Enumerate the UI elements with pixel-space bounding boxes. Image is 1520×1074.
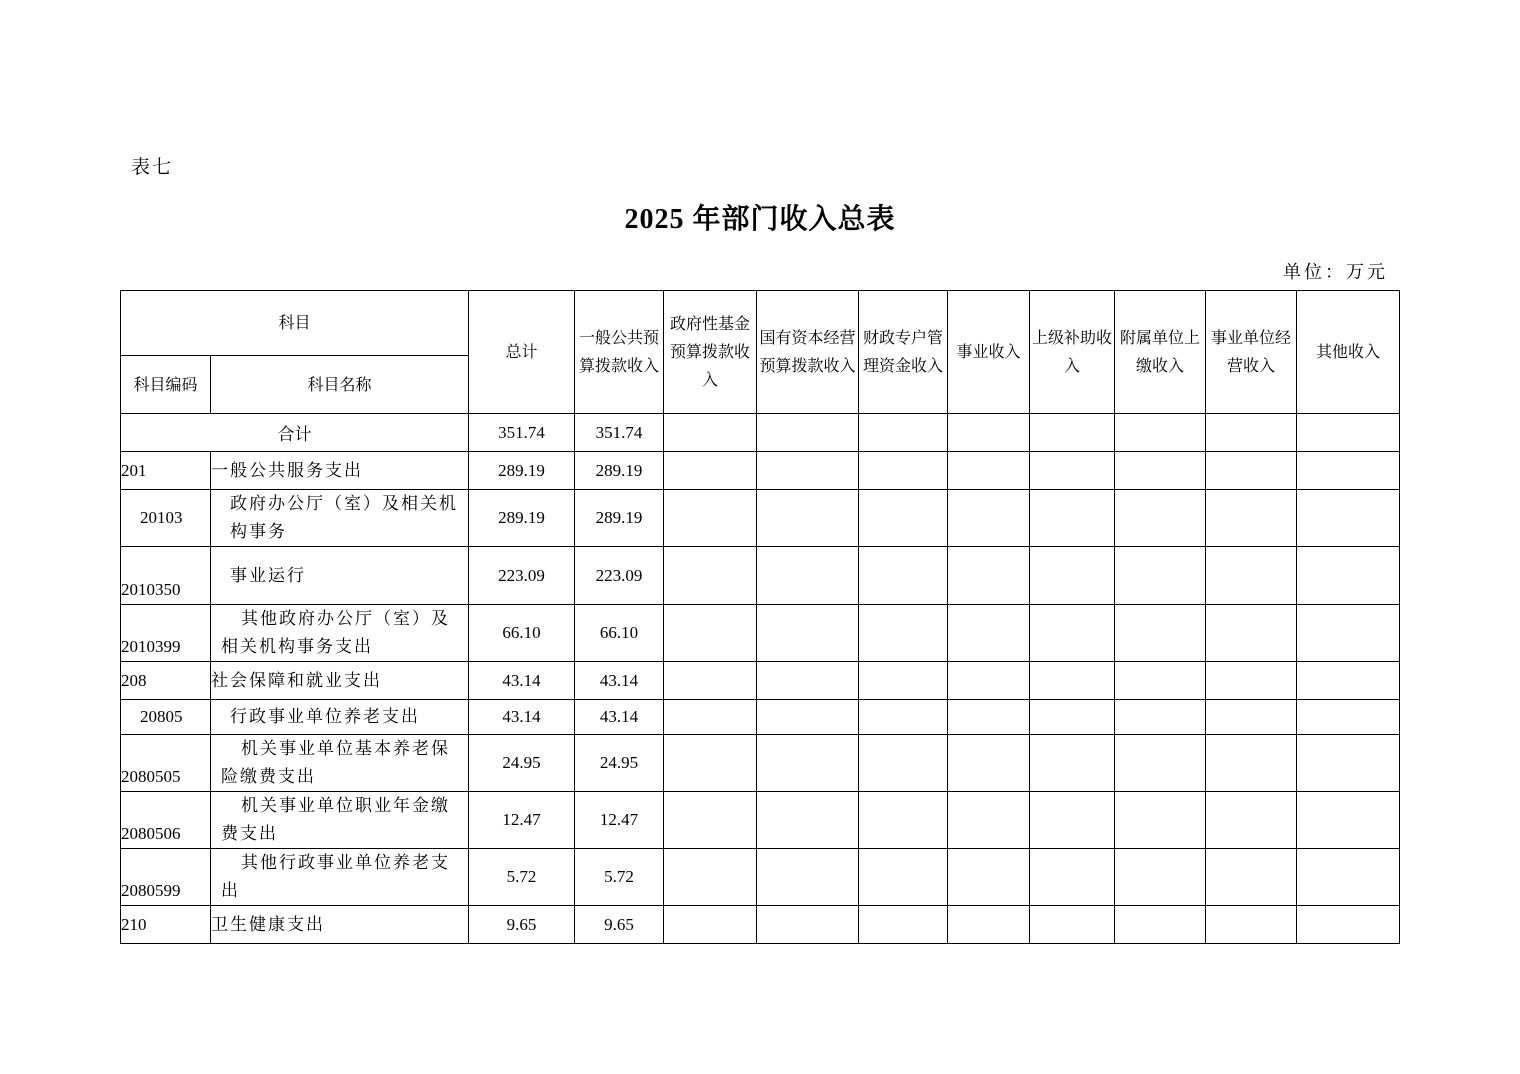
table-row [121, 906, 1400, 944]
header-general-budget: 一般公共预算拨款收入 [575, 291, 664, 414]
row-total: 24.95 [469, 735, 575, 792]
header-name: 科目名称 [211, 356, 469, 414]
row-general-budget: 43.14 [575, 700, 664, 735]
row-name: 其他政府办公厅（室）及相关机构事务支出 [211, 605, 469, 662]
table-label: 表七 [131, 157, 174, 178]
header-code: 科目编码 [121, 356, 211, 414]
total-row [121, 414, 1400, 452]
table-row [121, 662, 1400, 700]
total-label: 合计 [121, 414, 469, 452]
table-row [121, 792, 1400, 849]
table-row [121, 735, 1400, 792]
total-sum: 351.74 [469, 414, 575, 452]
row-code: 20805 [121, 700, 211, 735]
header-total: 总计 [469, 291, 575, 414]
row-code: 2080505 [121, 735, 211, 792]
header-gov-fund: 政府性基金预算拨款收入 [664, 291, 757, 414]
row-code: 20103 [121, 490, 211, 547]
row-general-budget: 223.09 [575, 547, 664, 605]
row-code: 208 [121, 662, 211, 700]
row-name: 一般公共服务支出 [211, 452, 469, 490]
row-total: 9.65 [469, 906, 575, 944]
row-general-budget: 5.72 [575, 849, 664, 906]
table-row [121, 452, 1400, 490]
row-name: 机关事业单位基本养老保险缴费支出 [211, 735, 469, 792]
income-summary-table [120, 290, 1400, 944]
table-row [121, 849, 1400, 906]
row-name: 社会保障和就业支出 [211, 662, 469, 700]
table-row [121, 700, 1400, 735]
row-total: 43.14 [469, 700, 575, 735]
header-special-account: 财政专户管理资金收入 [859, 291, 948, 414]
row-general-budget: 289.19 [575, 452, 664, 490]
row-general-budget: 43.14 [575, 662, 664, 700]
header-operating-income: 事业单位经营收入 [1206, 291, 1297, 414]
row-general-budget: 66.10 [575, 605, 664, 662]
header-state-capital: 国有资本经营预算拨款收入 [757, 291, 859, 414]
row-code: 2010350 [121, 547, 211, 605]
row-name: 卫生健康支出 [211, 906, 469, 944]
total-general-budget: 351.74 [575, 414, 664, 452]
row-code: 201 [121, 452, 211, 490]
unit-note: 单位：万元 [1283, 262, 1388, 282]
header-subsidiary-payment: 附属单位上缴收入 [1115, 291, 1206, 414]
page-title: 2025 年部门收入总表 [624, 204, 896, 235]
row-general-budget: 289.19 [575, 490, 664, 547]
header-superior-subsidy: 上级补助收入 [1030, 291, 1115, 414]
row-total: 289.19 [469, 452, 575, 490]
row-code: 2080599 [121, 849, 211, 906]
row-total: 66.10 [469, 605, 575, 662]
header-subject: 科目 [121, 291, 469, 356]
row-name: 机关事业单位职业年金缴费支出 [211, 792, 469, 849]
row-general-budget: 9.65 [575, 906, 664, 944]
row-name: 政府办公厅（室）及相关机构事务 [211, 490, 469, 547]
header-other-income: 其他收入 [1297, 291, 1400, 414]
row-total: 223.09 [469, 547, 575, 605]
row-name: 其他行政事业单位养老支出 [211, 849, 469, 906]
header-business-income: 事业收入 [948, 291, 1030, 414]
table-row [121, 547, 1400, 605]
row-code: 210 [121, 906, 211, 944]
row-total: 289.19 [469, 490, 575, 547]
row-general-budget: 12.47 [575, 792, 664, 849]
row-total: 43.14 [469, 662, 575, 700]
row-total: 12.47 [469, 792, 575, 849]
row-general-budget: 24.95 [575, 735, 664, 792]
row-total: 5.72 [469, 849, 575, 906]
row-code: 2080506 [121, 792, 211, 849]
row-name: 事业运行 [211, 547, 469, 605]
table-row [121, 605, 1400, 662]
row-code: 2010399 [121, 605, 211, 662]
row-name: 行政事业单位养老支出 [211, 700, 469, 735]
table-row [121, 490, 1400, 547]
